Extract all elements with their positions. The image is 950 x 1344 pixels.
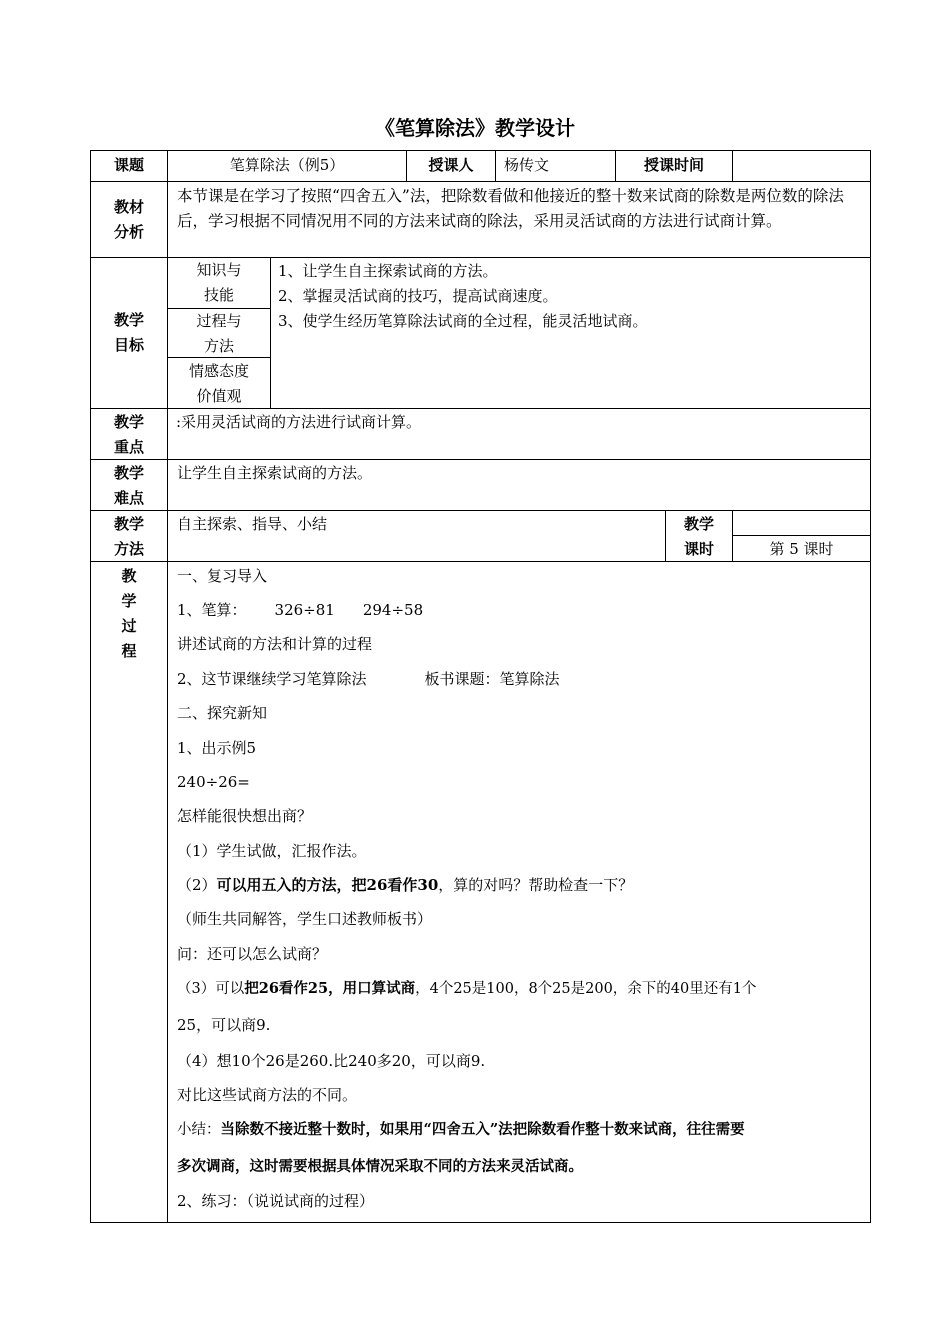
- process-line: 讲述试商的方法和计算的过程: [177, 635, 373, 653]
- objective-sub2-line1: 过程与: [196, 312, 242, 330]
- process-line: 一、复习导入: [177, 567, 268, 585]
- objective-sub3-line2: 价值观: [196, 387, 242, 405]
- process-line: 240÷26=: [177, 773, 250, 791]
- process-label-char: 过: [121, 617, 137, 635]
- process-label-char: 教: [121, 567, 137, 585]
- difficulty-label-line2: 难点: [113, 489, 144, 507]
- process-line: 多次调商，这时需要根据具体情况采取不同的方法来灵活试商。: [177, 1158, 583, 1175]
- objective-sub2-line2: 方法: [203, 337, 234, 355]
- process-fragment-bold: 把26看作25，用口算试商: [244, 980, 416, 997]
- document-title: 《笔算除法》教学设计: [375, 116, 575, 140]
- objective-knowledge-skills: [168, 258, 270, 308]
- objectives-label-line1: 教学: [113, 311, 144, 329]
- process-line: [177, 598, 867, 623]
- objective-process-methods: [168, 309, 270, 359]
- topic-label: 课题: [113, 156, 144, 174]
- analysis-label-line2: 分析: [113, 223, 144, 241]
- process-line: [177, 1117, 867, 1143]
- topic-value: 笔算除法（例5）: [229, 156, 345, 174]
- process-line: （师生共同解答，学生口述教师板书）: [177, 910, 433, 928]
- process-line: [177, 667, 867, 692]
- process-line: 1、出示例5: [177, 739, 257, 757]
- analysis-label-line1: 教材: [113, 198, 144, 216]
- process-fragment: 1、笔算：: [177, 601, 247, 619]
- process-fragment: 板书课题：笔算除法: [424, 670, 560, 688]
- process-label-char: 学: [121, 592, 137, 610]
- objective-item: 2、掌握灵活试商的技巧，提高试商速度。: [278, 287, 558, 305]
- method-label: [91, 512, 167, 562]
- process-fragment-bold: 当除数不接近整十数时，如果用“四舍五入”法把除数看作整十数来试商，往往需要: [220, 1121, 745, 1138]
- method-label-line2: 方法: [113, 540, 144, 558]
- process-label: [91, 564, 167, 664]
- process-line: 2、练习：（说说试商的过程）: [177, 1192, 375, 1210]
- difficulty-text: 让学生自主探索试商的方法。: [177, 464, 373, 482]
- objective-item: 1、让学生自主探索试商的方法。: [278, 262, 498, 280]
- method-text: 自主探索、指导、小结: [177, 515, 328, 533]
- process-line: [177, 976, 867, 1002]
- analysis-text: 本节课是在学习了按照“四舍五入”法，把除数看做和他接近的整十数来试商的除数是两位数的除法后，学习根据不同情况用不同的方法来试商的除法，采用灵活试商的方法进行试商计算。: [177, 187, 844, 230]
- hours-label: [666, 512, 732, 562]
- process-line: 对比这些试商方法的不同。: [177, 1086, 358, 1104]
- objective-sub1-line1: 知识与: [196, 261, 242, 279]
- time-label: 授课时间: [643, 156, 704, 174]
- hours-value: 第 5 课时: [769, 540, 834, 558]
- method-label-line1: 教学: [113, 515, 144, 533]
- objectives-list: [278, 259, 866, 334]
- process-line: （1）学生试做，汇报作法。: [177, 842, 367, 860]
- objective-sub1-line2: 技能: [203, 286, 234, 304]
- hours-label-line2: 课时: [683, 540, 714, 558]
- process-fragment: 294÷58: [362, 601, 424, 619]
- objectives-label-line2: 目标: [113, 336, 144, 354]
- process-line: （4）想10个26是260.比240多20，可以商9.: [177, 1052, 486, 1070]
- objective-item: 3、使学生经历笔算除法试商的全过程，能灵活地试商。: [278, 312, 648, 330]
- difficulty-label: [91, 461, 167, 511]
- process-fragment: ，4个25是100，8个25是200，余下的40里还有1个: [415, 981, 757, 997]
- key-point-text: :采用灵活试商的方法进行试商计算。: [176, 413, 422, 431]
- process-label-char: 程: [121, 642, 137, 660]
- objectives-label: [91, 308, 167, 358]
- process-fragment: （3）可以: [177, 981, 245, 997]
- analysis-label: [91, 195, 167, 245]
- key-point-label: [91, 410, 167, 460]
- process-fragment: 小结：: [177, 1122, 221, 1138]
- process-fragment-bold: 可以用五入的方法，把26看作30: [216, 876, 439, 894]
- process-line: 二、探究新知: [177, 704, 268, 722]
- process-fragment: ，算的对吗？帮助检查一下？: [438, 876, 634, 894]
- objective-emotion-values: [168, 359, 270, 409]
- process-fragment: 326÷81: [274, 601, 335, 619]
- hours-label-line1: 教学: [683, 515, 714, 533]
- teacher-label: 授课人: [428, 156, 474, 174]
- key-point-label-line2: 重点: [113, 438, 144, 456]
- process-line: [177, 873, 867, 898]
- objective-sub3-line1: 情感态度: [188, 362, 249, 380]
- key-point-label-line1: 教学: [113, 413, 144, 431]
- difficulty-label-line1: 教学: [113, 464, 144, 482]
- process-fragment: 2、这节课继续学习笔算除法: [177, 670, 367, 688]
- process-fragment: （2）: [177, 876, 217, 894]
- process-line: 怎样能很快想出商？: [177, 807, 313, 825]
- process-line: 25，可以商9.: [177, 1016, 271, 1034]
- process-line: 问：还可以怎么试商？: [177, 945, 328, 963]
- teacher-value: 杨传文: [504, 156, 550, 174]
